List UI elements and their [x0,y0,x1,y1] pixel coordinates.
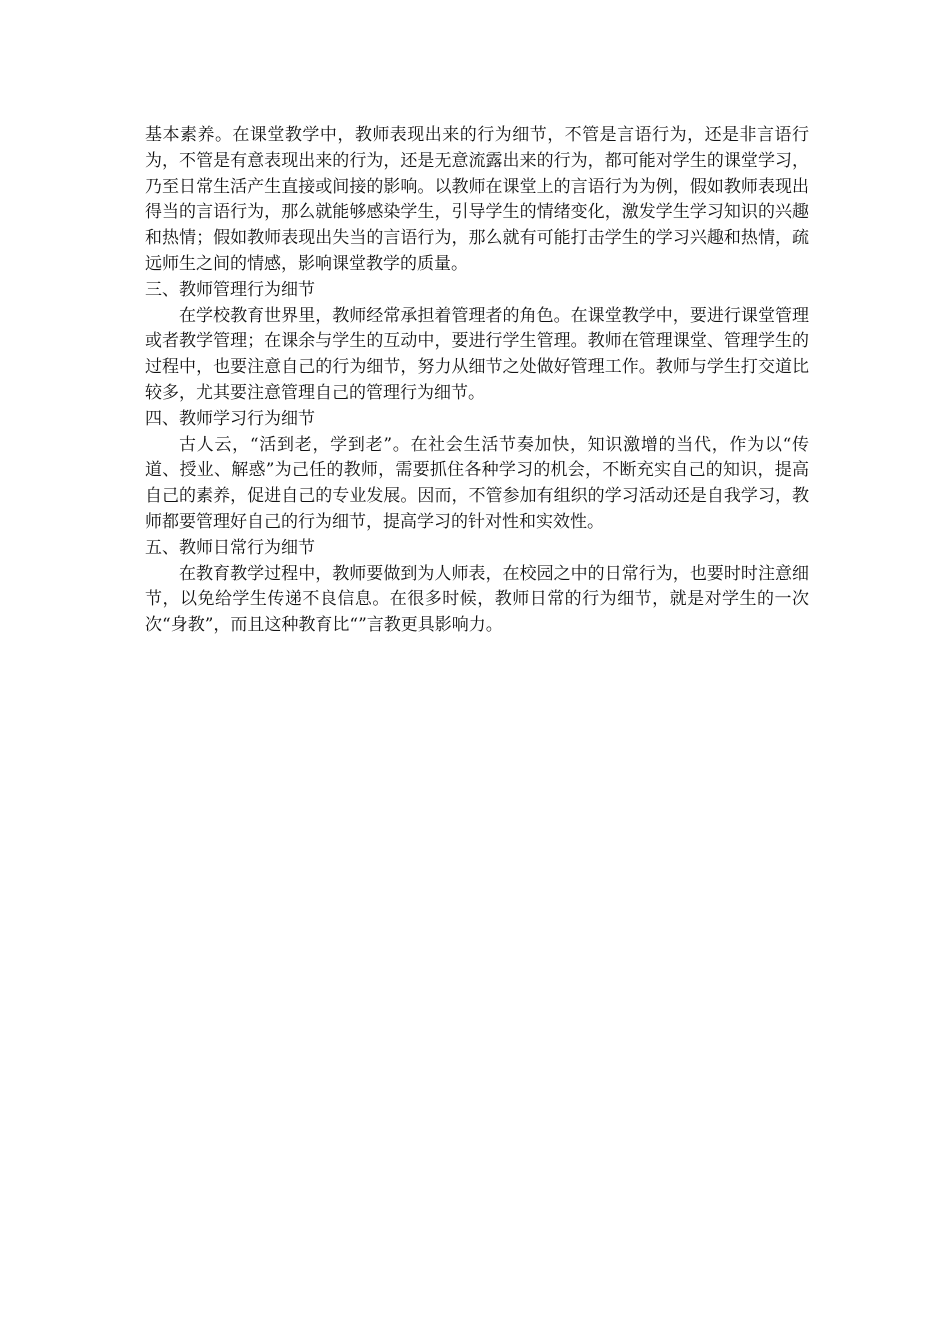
document-body [145,123,809,639]
section-heading-management: 三、教师管理行为细节 [145,279,315,300]
section-heading-learning: 四、教师学习行为细节 [145,408,315,429]
paragraph-management: 在学校教育世界里，教师经常承担着管理者的角色。在课堂教学中，要进行课堂管理或者教学管理；在课余与学生的互动中，要进行学生管理。教师在管理课堂、管理学生的过程中，也要注意自己的行为细节，努力从细节之处做好管理工作。教师与学生打交道比较多，尤其要注意管理自己的管理行为细节。 [145,305,809,403]
section-heading-daily: 五、教师日常行为细节 [145,537,315,558]
paragraph-learning: 古人云，“活到老，学到老”。在社会生活节奏加快，知识激增的当代，作为以“传道、授业、解惑”为己任的教师，需要抓住各种学习的机会，不断充实自己的知识，提高自己的素养，促进自己的专业发展。因而，不管参加有组织的学习活动还是自我学习，教师都要管理好自己的行为细节，提高学习的针对性和实效性。 [145,434,809,532]
paragraph-basic-quality: 基本素养。在课堂教学中，教师表现出来的行为细节，不管是言语行为，还是非言语行为，不管是有意表现出来的行为，还是无意流露出来的行为，都可能对学生的课堂学习，乃至日常生活产生直接或间接的影响。以教师在课堂上的言语行为为例，假如教师表现出得当的言语行为，那么就能够感染学生，引导学生的情绪变化，激发学生学习知识的兴趣和热情；假如教师表现出失当的言语行为，那么就有可能打击学生的学习兴趣和热情，疏远师生之间的情感，影响课堂教学的质量。 [145,125,809,274]
paragraph-daily: 在教育教学过程中，教师要做到为人师表，在校园之中的日常行为，也要时时注意细节，以免给学生传递不良信息。在很多时候，教师日常的行为细节，就是对学生的一次次“身教”，而且这种教育比“”言教更具影响力。 [145,563,809,636]
